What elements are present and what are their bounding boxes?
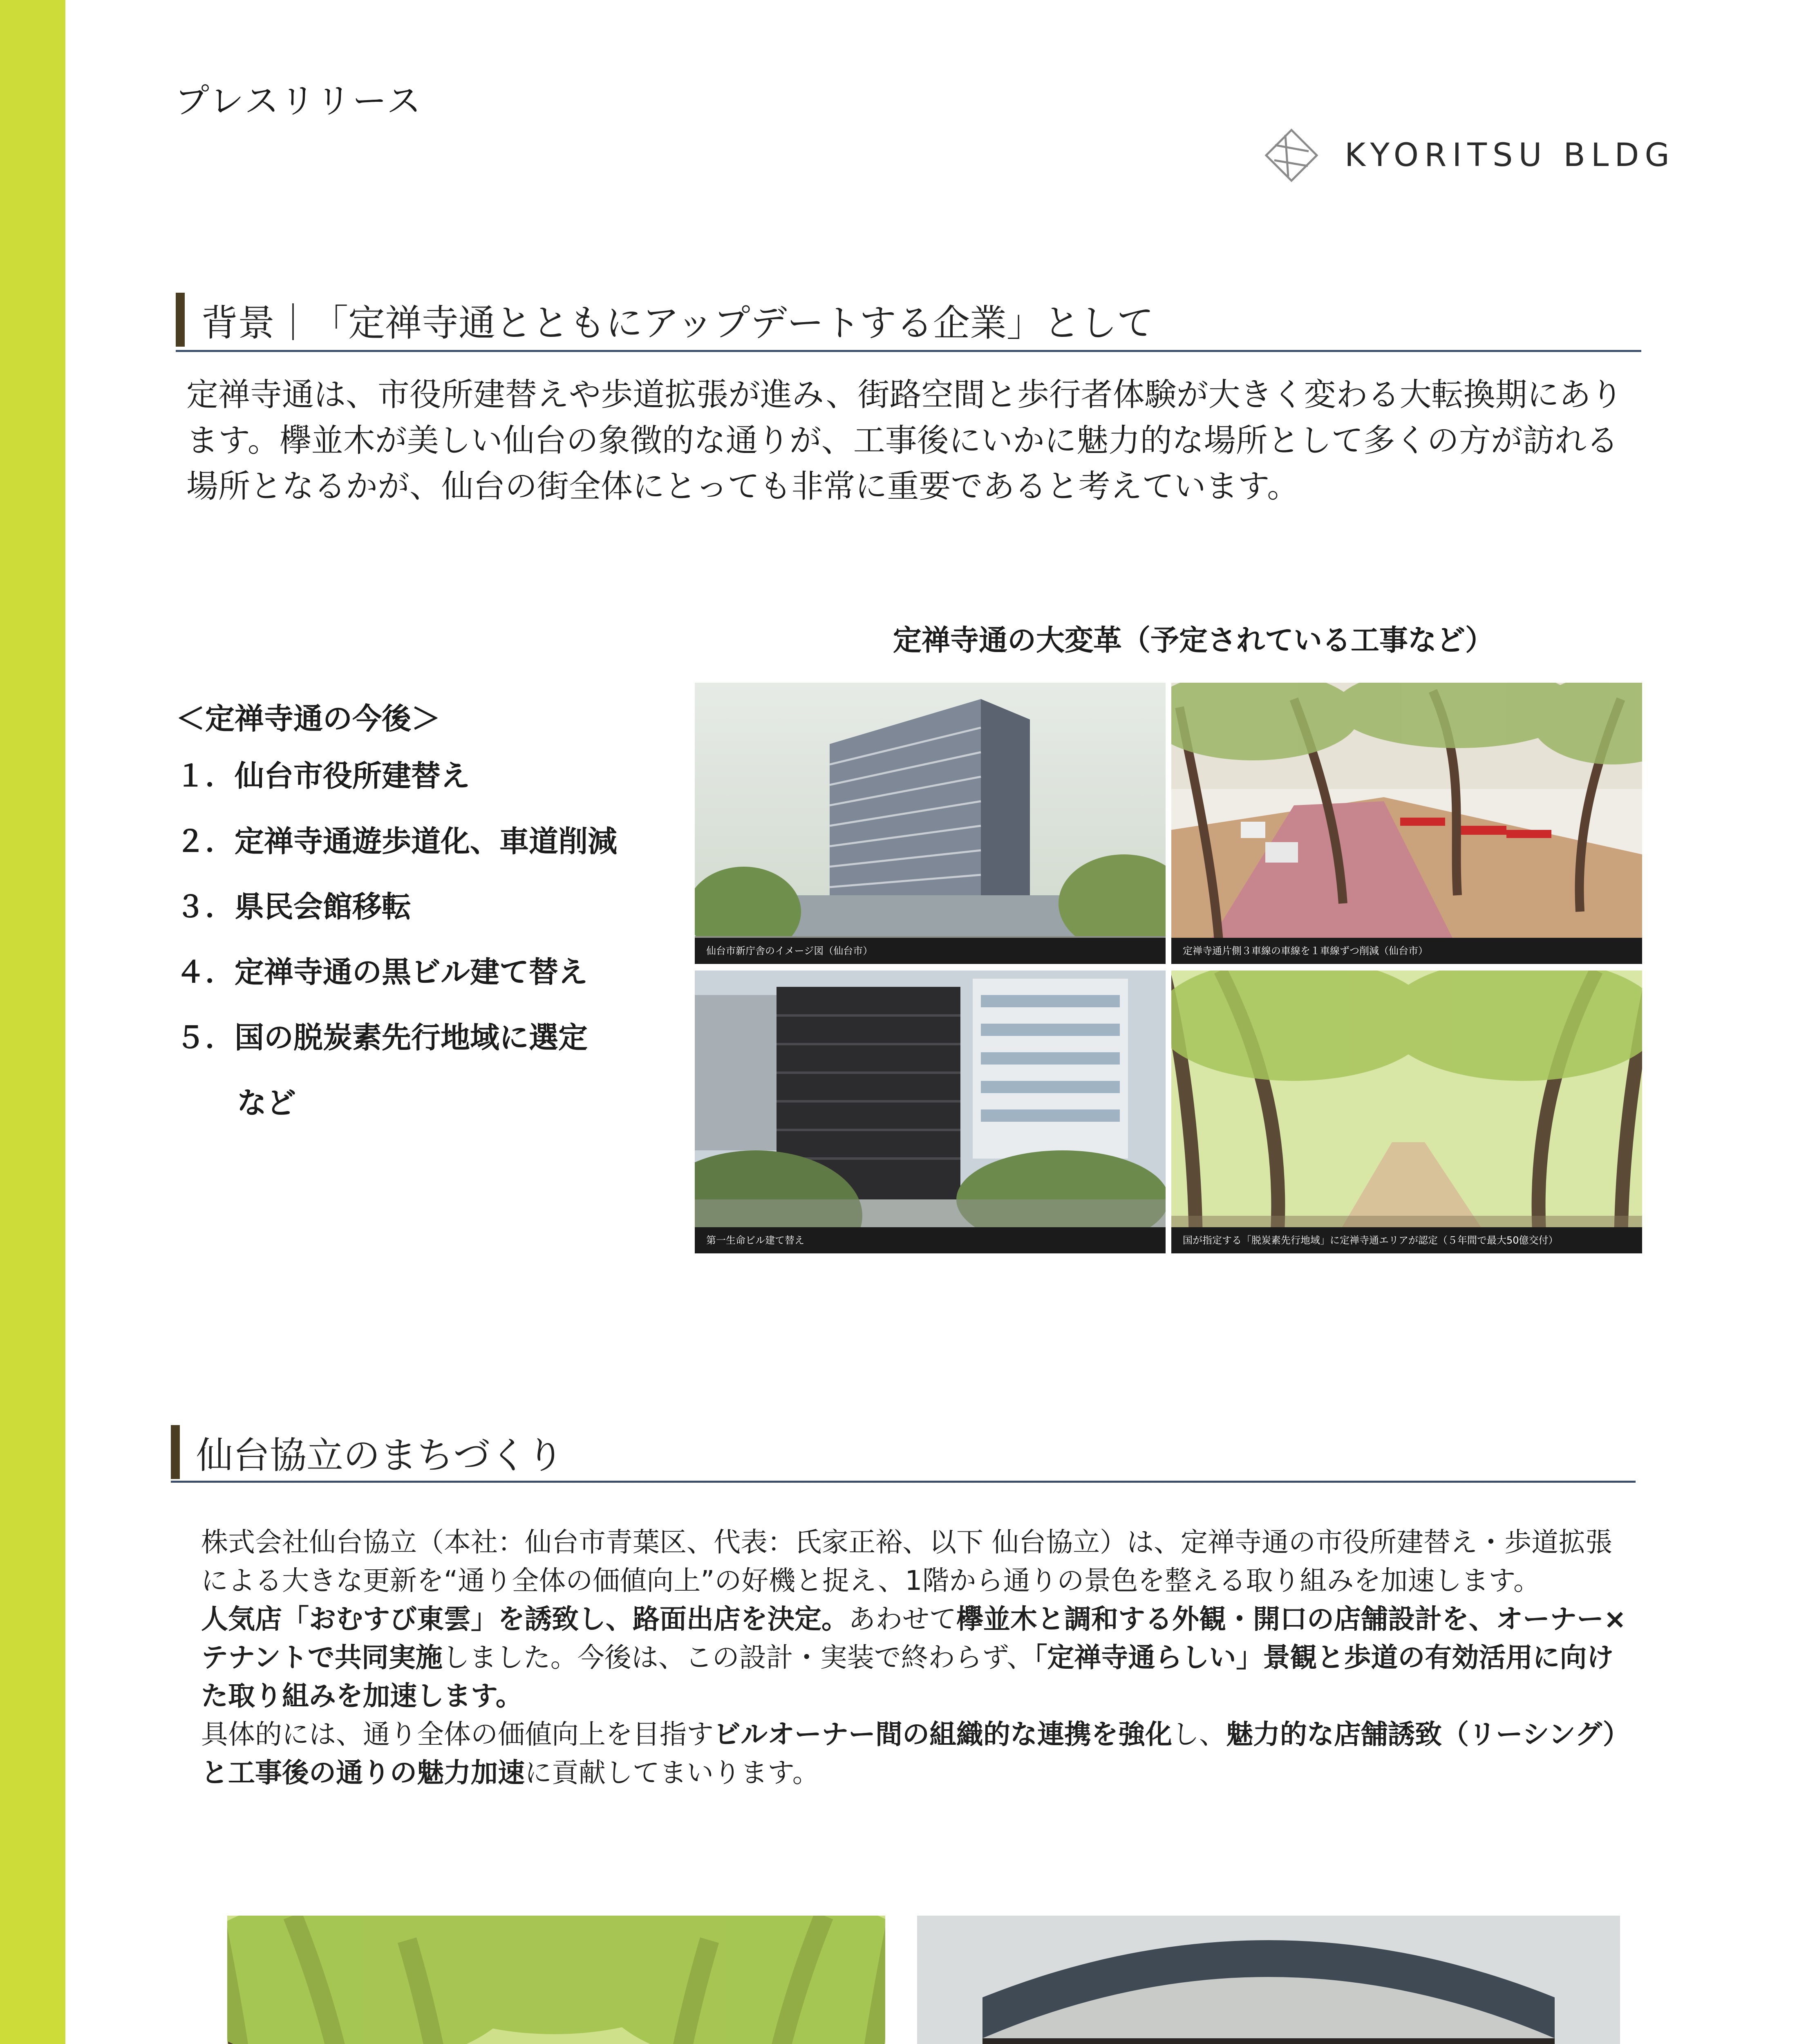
company-logo — [1263, 123, 1725, 188]
avenue-trees-image — [1171, 970, 1642, 1253]
body-text: 具体的には、通り全体の価値向上を目指す — [201, 1719, 714, 1750]
list-item: １．仙台市役所建替え — [176, 759, 470, 793]
body-text: あわせて — [848, 1603, 956, 1635]
photo-caption: 国が指定する「脱炭素先行地域」に定禅寺通エリアが認定（５年間で最大50億交付） — [1171, 1227, 1642, 1253]
list-item: ５．国の脱炭素先行地域に選定 — [176, 1020, 588, 1055]
emphasis-text: 「定禅寺通らしい」景観と歩道の有効活用に向けた取り組みを加速します。 — [201, 1642, 1614, 1712]
heading-mark — [171, 1425, 180, 1479]
emphasis-text: 人気店「おむすび東雲」を誘致し、路面出店を決定。 — [201, 1603, 848, 1635]
paragraph-specific — [201, 1715, 1631, 1792]
emphasis-text: 魅力的な店舗誘致（リーシング）と工事後の通りの魅力加速 — [201, 1719, 1630, 1788]
future-list — [176, 752, 617, 1128]
list-item-trailing: など — [237, 1086, 296, 1120]
left-accent-bar — [0, 0, 65, 2044]
photo-caption: 定禅寺通片側３車線の車線を１車線ずつ削減（仙台市） — [1171, 938, 1642, 964]
changes-title: 定禅寺通の大変革（予定されている工事など） — [893, 623, 1494, 657]
machizukuri-text — [201, 1523, 1631, 1792]
emphasis-text: ビルオーナー間の組織的な連携を強化 — [714, 1719, 1172, 1750]
heading-mark — [176, 293, 185, 347]
heading-rule — [171, 1481, 1636, 1483]
background-paragraph: 定禅寺通は、市役所建替えや歩道拡張が進み、街路空間と歩行者体験が大きく変わる大転換期にあります。欅並木が美しい仙台の象徴的な通りが、工事後にいかに魅力的な場所として多くの方が訪れる場所となるかが、仙台の街全体にとっても非常に重要であると考えています。 — [186, 377, 1623, 505]
city-hall-image — [695, 683, 1166, 964]
emphasis-text: 欅並木と調和する外観・開口の店舗設計を、オーナー×テナントで共同実施 — [201, 1603, 1627, 1673]
press-release-label: プレスリリース — [175, 81, 423, 121]
list-item: ４．定禅寺通の黒ビル建て替え — [176, 955, 588, 989]
road-plan-image — [1171, 683, 1642, 964]
logo-mark-icon — [1263, 127, 1320, 184]
photo-caption: 仙台市新庁舎のイメージ図（仙台市） — [695, 938, 1166, 964]
omusubi-shinonome-photo — [917, 1916, 1620, 2044]
photo-caption: 第一生命ビル建て替え — [695, 1227, 1166, 1253]
body-text: に貢献してまいります。 — [525, 1757, 819, 1788]
section-heading-background — [176, 293, 1154, 347]
body-text: し、 — [1172, 1719, 1226, 1750]
paragraph-omusubi — [201, 1600, 1631, 1715]
jozenji-street-photo — [227, 1916, 885, 2044]
section-title-machizukuri: 仙台協立のまちづくり — [196, 1434, 564, 1477]
section-heading-machizukuri — [171, 1425, 564, 1479]
black-building-image — [695, 970, 1166, 1253]
body-text: しました。今後は、この設計・実装で終わらず、 — [442, 1642, 1034, 1673]
heading-rule — [176, 350, 1641, 352]
logo-text: KYORITSU BLDG — [1345, 137, 1675, 174]
list-item: ３．県民会館移転 — [176, 890, 412, 924]
future-list-heading: ＜定禅寺通の今後＞ — [176, 702, 441, 736]
section-title-background: 背景｜「定禅寺通とともにアップデートする企業」として — [201, 302, 1154, 345]
paragraph-intro: 株式会社仙台協立（本社：仙台市青葉区、代表：氏家正裕、以下 仙台協立）は、定禅寺通の市役所建替え・歩道拡張による大きな更新を“通り全体の価値向上”の好機と捉え、1階から通りの景色を整える取り組みを加速します。 — [201, 1526, 1612, 1596]
list-item: ２．定禅寺通遊歩道化、車道削減 — [176, 824, 618, 858]
